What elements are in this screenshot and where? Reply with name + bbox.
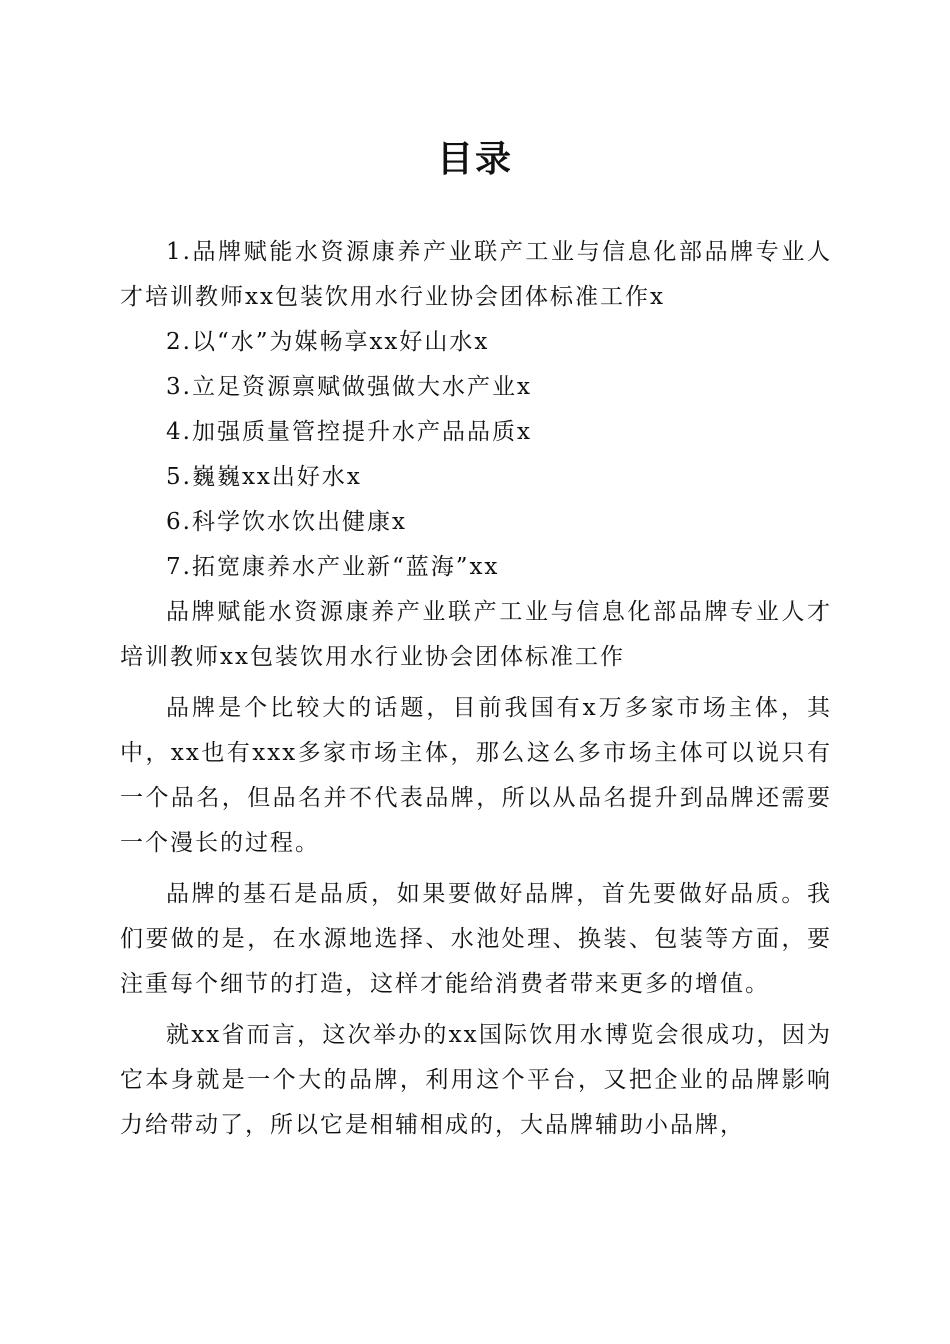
page-title: 目录 — [436, 138, 513, 180]
toc-item-6: 6.科学饮水饮出健康x — [166, 509, 407, 535]
body-paragraph-1: 品牌是个比较大的话题，目前我国有x万多家市场主体，其中，xx也有xxx多家市场主体，那么这么多市场主体可以说只有一个品名，但品名并不代表品牌，所以从品名提升到品牌还需要一个漫长的过程。 — [120, 695, 832, 856]
body-paragraph-3: 就xx省而言，这次举办的xx国际饮用水博览会很成功，因为它本身就是一个大的品牌，利用这个平台，又把企业的品牌影响力给带动了，所以它是相辅相成的，大品牌辅助小品牌， — [120, 1022, 832, 1138]
toc-item-4: 4.加强质量管控提升水产品品质x — [166, 419, 532, 445]
toc-item-1: 1.品牌赋能水资源康养产业联产工业与信息化部品牌专业人才培训教师xx包装饮用水行业协会团体标准工作x — [120, 239, 832, 310]
body-paragraph-2: 品牌的基石是品质，如果要做好品牌，首先要做好品质。我们要做的是，在水源地选择、水池处理、换装、包装等方面，要注重每个细节的打造，这样才能给消费者带来更多的增值。 — [120, 881, 832, 997]
toc-item-5: 5.巍巍xx出好水x — [166, 464, 362, 490]
document-body — [120, 230, 832, 1148]
section-heading: 品牌赋能水资源康养产业联产工业与信息化部品牌专业人才培训教师xx包装饮用水行业协会团体标准工作 — [120, 599, 832, 670]
toc-item-3: 3.立足资源禀赋做强做大水产业x — [166, 374, 532, 400]
toc-item-7: 7.拓宽康养水产业新“蓝海”xx — [166, 554, 500, 580]
toc-item-2: 2.以“水”为媒畅享xx好山水x — [166, 329, 490, 355]
